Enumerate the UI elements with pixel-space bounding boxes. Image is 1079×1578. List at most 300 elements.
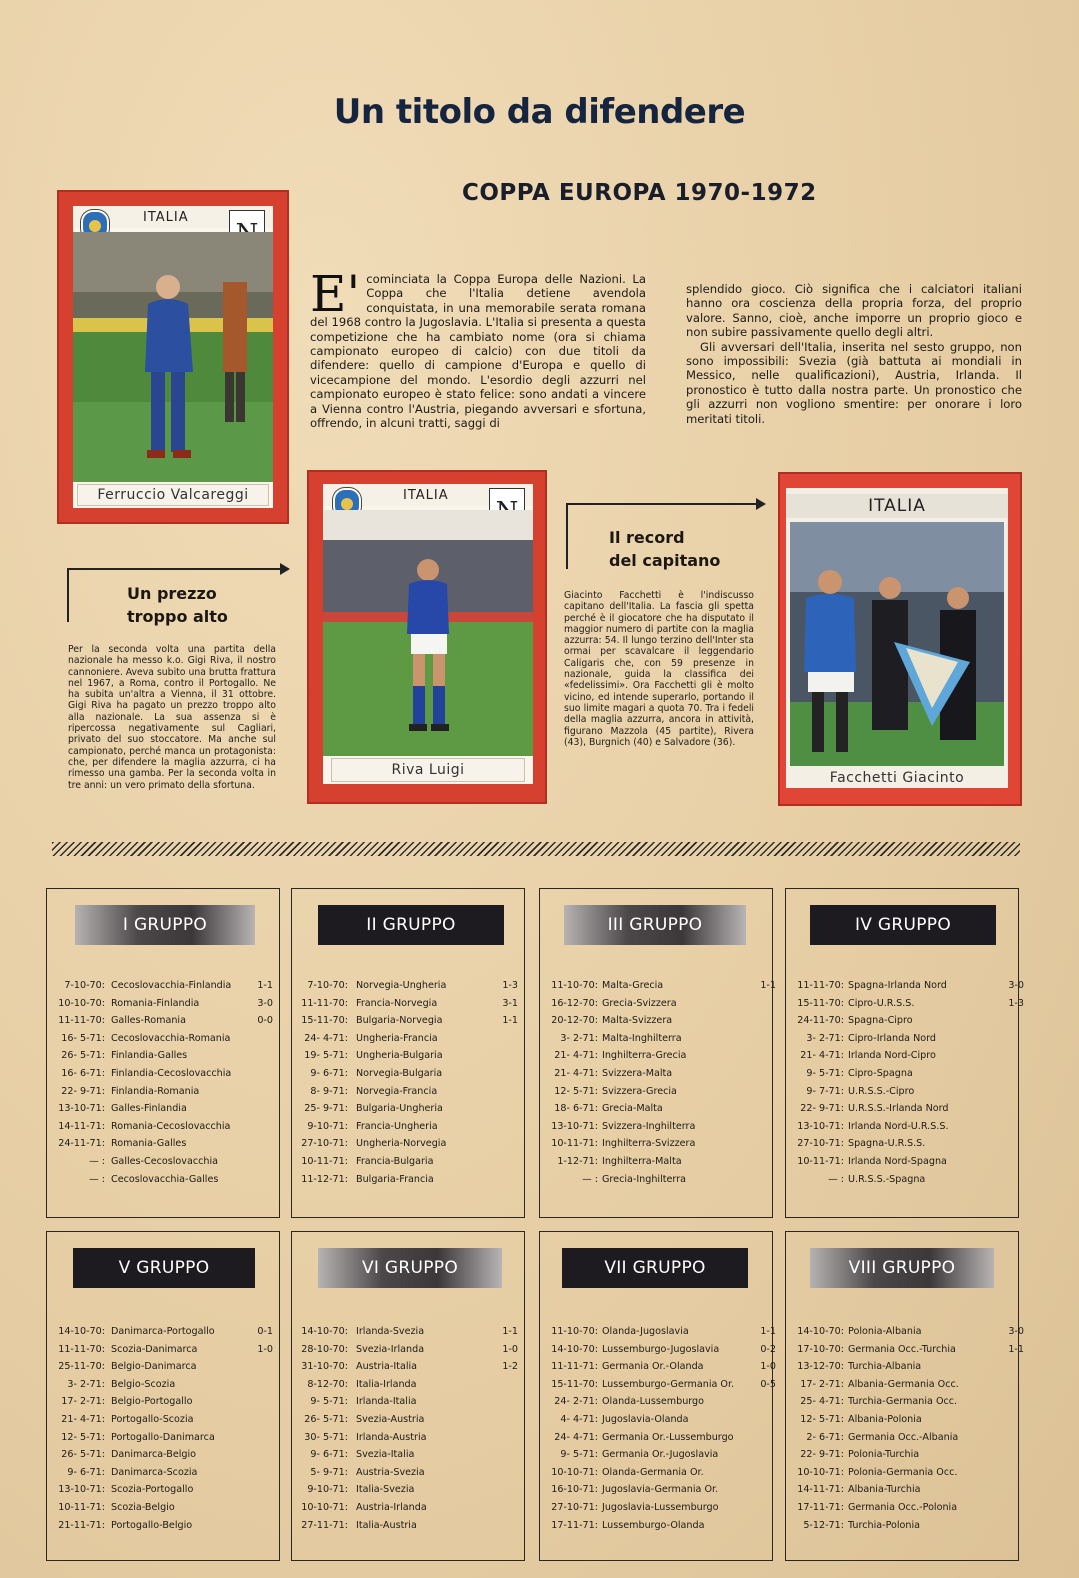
match-score: 1-2 — [502, 1361, 518, 1373]
match-teams: Cecoslovacchia-Galles — [111, 1173, 219, 1185]
match-teams: Cipro-Spagna — [848, 1068, 913, 1079]
group-box — [46, 1231, 280, 1561]
match-row — [540, 1068, 774, 1086]
match-date: 31-10-70: — [301, 1361, 348, 1373]
match-row — [540, 1086, 774, 1104]
match-date: 19- 5-71: — [304, 1050, 348, 1062]
match-row — [786, 1103, 1020, 1121]
match-teams: Spagna-Irlanda Nord — [848, 980, 947, 991]
match-teams: Jugoslavia-Olanda — [602, 1414, 689, 1425]
match-date: 14-11-71: — [58, 1120, 105, 1132]
match-date: 8- 9-71: — [310, 1085, 348, 1097]
match-date: 10-11-71: — [551, 1138, 598, 1150]
match-row — [786, 1015, 1020, 1033]
match-teams: Malta-Inghilterra — [602, 1032, 682, 1044]
match-teams: Germania Or.-Jugoslavia — [602, 1449, 719, 1461]
match-score: 0-5 — [760, 1378, 776, 1390]
match-row — [786, 1121, 1020, 1139]
match-date: 10-11-71: — [58, 1502, 105, 1513]
match-teams: Cipro-Irlanda Nord — [848, 1032, 937, 1044]
match-teams: Romania-Cecoslovacchia — [111, 1120, 231, 1132]
match-date: 24-11-71: — [58, 1138, 105, 1150]
box-text-record: Giacinto Facchetti è l'indiscusso capitano dell'Italia. La fascia gli spetta perché è il giocatore che ha disputato il maggior numero di partite con la maglia azzurra: 54. Il lungo terzino dell'Inter sta ormai per scavalcare il leggendario Caligaris che, con 59 presenze in nazionale, guida la classifica dei «fedelissimi». Ora Facchetti gli è molto vicino, ed intende superarlo, portando il suo limite magari a quota 70. Tra i fedeli della maglia azzurra, ancora in attività, figurano Mazzola (45 partite), Rivera (43), Burgnich (40) e Salvadore (36). — [564, 590, 754, 748]
match-teams: U.R.S.S.-Irlanda Nord — [848, 1103, 949, 1115]
match-row — [292, 1520, 526, 1538]
match-teams: Turchia-Polonia — [848, 1519, 921, 1531]
match-date: 26- 5-71: — [304, 1414, 348, 1425]
match-teams: Svizzera-Grecia — [602, 1085, 677, 1097]
match-row — [786, 1361, 1020, 1379]
match-date: 22- 9-71: — [61, 1085, 105, 1097]
match-teams: Italia-Svezia — [356, 1484, 415, 1496]
player-photo — [73, 232, 273, 482]
match-teams: Grecia-Inghilterra — [602, 1173, 687, 1185]
match-row — [540, 1396, 774, 1414]
match-teams: Portogallo-Scozia — [111, 1414, 194, 1425]
group-box — [539, 888, 776, 1218]
match-teams: Romania-Finlandia — [111, 997, 200, 1009]
match-date: — : — [89, 1156, 105, 1167]
match-date: 15-11-70: — [797, 997, 844, 1009]
match-row — [292, 1033, 526, 1051]
player-photo — [790, 522, 1004, 766]
match-row — [786, 1467, 1020, 1485]
match-row — [786, 1174, 1020, 1192]
match-teams: Polonia-Germania Occ. — [848, 1466, 958, 1478]
match-date: 28-10-70: — [301, 1343, 348, 1355]
match-date: 15-11-70: — [551, 1378, 598, 1390]
match-row — [786, 1050, 1020, 1068]
match-row — [47, 1502, 281, 1520]
match-teams: Cecoslovacchia-Finlandia — [111, 980, 232, 991]
match-teams: Cecoslovacchia-Romania — [111, 1032, 231, 1044]
match-row — [47, 1015, 281, 1033]
match-teams: Ungheria-Bulgaria — [356, 1050, 443, 1062]
match-row — [292, 1156, 526, 1174]
match-teams: U.R.S.S.-Cipro — [848, 1085, 915, 1097]
match-teams: Danimarca-Portogallo — [111, 1326, 215, 1337]
arrow-line — [566, 503, 756, 505]
match-teams: Olanda-Jugoslavia — [602, 1326, 689, 1337]
match-date: — : — [582, 1173, 598, 1185]
match-teams: Inghilterra-Grecia — [602, 1050, 687, 1062]
match-date: 10-10-70: — [58, 997, 105, 1009]
match-date: 22- 9-71: — [800, 1103, 844, 1115]
match-teams: Polonia-Albania — [848, 1326, 922, 1337]
article-column-1 — [310, 265, 646, 431]
match-row — [786, 1068, 1020, 1086]
article-column-2 — [686, 282, 1022, 426]
match-date: 13-10-71: — [58, 1484, 105, 1496]
match-row — [47, 1432, 281, 1450]
match-teams: Irlanda-Italia — [356, 1396, 417, 1408]
group-box — [46, 888, 280, 1218]
match-teams: Bulgaria-Ungheria — [356, 1103, 443, 1115]
match-date: 9- 5-71: — [806, 1068, 844, 1079]
match-teams: Romania-Galles — [111, 1138, 187, 1150]
match-date: 10-11-71: — [797, 1156, 844, 1167]
match-teams: Italia-Irlanda — [356, 1378, 417, 1390]
match-teams: Scozia-Danimarca — [111, 1343, 198, 1355]
match-date: 9- 6-71: — [310, 1449, 348, 1461]
match-row — [47, 1344, 281, 1362]
card-player-name: Ferruccio Valcareggi — [77, 484, 269, 506]
match-date: 21- 4-71: — [554, 1050, 598, 1062]
match-row — [292, 980, 526, 998]
match-teams: Grecia-Svizzera — [602, 997, 677, 1009]
valcareggi-photo-illustration — [73, 232, 273, 482]
match-row — [47, 1086, 281, 1104]
match-row — [292, 1344, 526, 1362]
match-row — [786, 1502, 1020, 1520]
match-date: 14-10-70: — [797, 1326, 844, 1337]
card-team-label: ITALIA — [143, 210, 189, 225]
match-row — [540, 1103, 774, 1121]
match-date: 9-10-71: — [307, 1484, 348, 1496]
article-body-3: Gli avversari dell'Italia, inserita nel sesto gruppo, non sono impossibili: Svezia (già battuta ai mondiali in Messico, nelle qualificazioni), Austria, Irlanda. Il pronostico è tutto dalla nostra parte. Un pronostico che gli azzurri non vogliono smentire: per onorare i loro meritati titoli. — [686, 339, 1022, 426]
match-date: 10-11-71: — [301, 1156, 348, 1167]
match-score: 1-1 — [502, 1326, 518, 1337]
match-row — [786, 997, 1024, 1016]
match-date: — : — [89, 1173, 105, 1185]
match-date: 15-11-70: — [301, 1015, 348, 1027]
match-teams: U.R.S.S.-Spagna — [848, 1173, 926, 1185]
match-row — [47, 1449, 281, 1467]
match-teams: Finlandia-Cecoslovacchia — [111, 1068, 232, 1079]
match-teams: Svizzera-Inghilterra — [602, 1120, 696, 1132]
match-date: 13-10-71: — [797, 1120, 844, 1132]
match-row — [540, 1432, 774, 1450]
box-text-prezzo: Per la seconda volta una partita della nazionale ha messo k.o. Gigi Riva, il nostro cannoniere. Aveva subito una brutta frattura nel 1967, a Roma, contro il Portogallo. Ne ha subita un'altra a Vienna, il 31 ottobre. Gigi Riva ha pagato un prezzo troppo alto alla nazionale. La sua assenza si è ripercossa negativamente sul Cagliari, privato del suo stoccatore. Ma anche sul campionato, perché manca un protagonista: che, per difendere la maglia azzurra, ci ha rimesso una gamba. Per la seconda volta in tre anni: un vero primato della sfortuna. — [68, 644, 276, 791]
match-teams: Grecia-Malta — [602, 1103, 663, 1115]
match-row — [786, 1414, 1020, 1432]
group-box — [291, 1231, 525, 1561]
box-title-line: troppo alto — [127, 607, 228, 626]
match-teams: Svezia-Irlanda — [356, 1343, 425, 1355]
box-title-prezzo — [127, 582, 228, 628]
match-date: 18- 6-71: — [554, 1103, 598, 1115]
match-score: 1-1 — [502, 1015, 518, 1027]
facchetti-photo-illustration — [790, 522, 1004, 766]
match-teams: Austria-Svezia — [356, 1466, 425, 1478]
match-teams: Inghilterra-Malta — [602, 1156, 682, 1167]
match-row — [540, 1326, 774, 1344]
match-teams: Malta-Grecia — [602, 980, 664, 991]
match-row — [292, 1086, 526, 1104]
match-row — [47, 1484, 281, 1502]
riva-photo-illustration — [323, 510, 533, 756]
match-row — [47, 1326, 281, 1344]
sticker-card-facchetti — [778, 472, 1022, 806]
match-teams: Irlanda Nord-U.R.S.S. — [848, 1120, 949, 1132]
box-title-line: Il record — [609, 528, 685, 547]
match-row — [292, 1015, 526, 1033]
match-teams: Germania Or.-Lussemburgo — [602, 1431, 734, 1443]
match-teams: Belgio-Scozia — [111, 1378, 176, 1390]
match-teams: Albania-Turchia — [848, 1484, 921, 1496]
match-date: 9- 6-71: — [67, 1466, 105, 1478]
match-row — [292, 1432, 526, 1450]
match-teams: Lussemburgo-Olanda — [602, 1519, 705, 1531]
match-date: 14-10-70: — [58, 1326, 105, 1337]
match-row — [540, 1414, 774, 1432]
card-team-label: ITALIA — [403, 488, 449, 503]
match-score: 3-0 — [1008, 1326, 1024, 1337]
page-title: Un titolo da difendere — [333, 92, 746, 132]
article-body-2: splendido gioco. Ciò significa che i calciatori italiani hanno ora coscienza della propria forza, del proprio valore. Sanno, cioè, anche imporre un proprio gioco e non subire passivamente quello degli altri. — [686, 282, 1022, 340]
box-title-record — [609, 526, 720, 572]
match-teams: Finlandia-Galles — [111, 1050, 188, 1062]
match-date: 3- 2-71: — [806, 1032, 844, 1044]
match-row — [292, 1103, 526, 1121]
match-teams: Belgio-Portogallo — [111, 1396, 193, 1408]
group-title: II GRUPPO — [318, 905, 504, 945]
match-score: 1-1 — [760, 980, 776, 991]
group-title: VIII GRUPPO — [810, 1248, 994, 1288]
group-box — [539, 1231, 776, 1561]
match-date: 14-10-70: — [301, 1326, 348, 1337]
match-row — [47, 1379, 281, 1397]
sticker-card-valcareggi — [57, 190, 289, 524]
match-date: 21- 4-71: — [800, 1050, 844, 1062]
match-row — [292, 1326, 526, 1344]
match-date: 16- 6-71: — [61, 1068, 105, 1079]
match-score: 3-0 — [1008, 980, 1024, 991]
match-date: 3- 2-71: — [67, 1378, 105, 1390]
match-date: 10-10-71: — [301, 1502, 348, 1513]
match-teams: Irlanda Nord-Spagna — [848, 1156, 947, 1167]
match-score: 0-2 — [760, 1343, 776, 1355]
striped-divider — [52, 842, 1020, 856]
match-teams: Danimarca-Scozia — [111, 1466, 198, 1478]
group-title: I GRUPPO — [75, 905, 255, 945]
match-teams: Francia-Ungheria — [356, 1120, 438, 1132]
match-date: 9- 7-71: — [806, 1085, 844, 1097]
match-teams: Svizzera-Malta — [602, 1068, 673, 1079]
match-row — [786, 980, 1024, 998]
match-row — [292, 1396, 526, 1414]
match-date: 7-10-70: — [64, 980, 105, 991]
match-teams: Turchia-Germania Occ. — [848, 1396, 958, 1408]
match-row — [47, 1033, 281, 1051]
card-player-name: Facchetti Giacinto — [792, 770, 1002, 786]
match-row — [540, 1520, 774, 1538]
match-row — [786, 1484, 1020, 1502]
group-title: V GRUPPO — [73, 1248, 255, 1288]
match-date: 21- 4-71: — [554, 1068, 598, 1079]
match-row — [292, 1174, 526, 1192]
match-date: 11-11-70: — [58, 1015, 105, 1027]
match-row — [540, 1502, 774, 1520]
match-row — [540, 1138, 774, 1156]
match-row — [540, 1033, 774, 1051]
match-date: 27-10-71: — [797, 1138, 844, 1150]
match-teams: Lussemburgo-Jugoslavia — [602, 1343, 720, 1355]
match-row — [540, 1379, 774, 1397]
match-date: 10-10-71: — [797, 1466, 844, 1478]
match-row — [47, 1361, 281, 1379]
arrow-line — [566, 503, 568, 569]
match-teams: Francia-Norvegia — [356, 997, 438, 1009]
match-date: 12- 5-71: — [800, 1414, 844, 1425]
match-row — [786, 1449, 1020, 1467]
match-date: 17-11-71: — [551, 1519, 598, 1531]
match-row — [292, 1121, 526, 1139]
match-date: 17- 2-71: — [61, 1396, 105, 1408]
page-subtitle: COPPA EUROPA 1970-1972 — [462, 180, 817, 206]
card-frame — [323, 484, 533, 784]
match-teams: Olanda-Germania Or. — [602, 1466, 704, 1478]
group-title: VII GRUPPO — [562, 1248, 748, 1288]
match-row — [786, 1432, 1020, 1450]
match-row — [47, 1138, 281, 1156]
match-teams: Ungheria-Francia — [356, 1032, 438, 1044]
match-date: 11-12-71: — [301, 1173, 348, 1185]
match-row — [292, 1449, 526, 1467]
match-row — [540, 1484, 774, 1502]
match-row — [786, 1033, 1020, 1051]
group-box — [291, 888, 525, 1218]
match-date: 21- 4-71: — [61, 1414, 105, 1425]
match-row — [47, 1050, 281, 1068]
match-date: 17-10-70: — [797, 1343, 844, 1355]
match-row — [292, 1467, 526, 1485]
match-teams: Portogallo-Danimarca — [111, 1431, 215, 1443]
match-date: 24- 2-71: — [554, 1396, 598, 1408]
match-teams: Bulgaria-Norvegia — [356, 1015, 443, 1027]
match-date: 16-12-70: — [551, 997, 598, 1009]
arrow-line — [67, 568, 281, 570]
match-teams: Bulgaria-Francia — [356, 1173, 434, 1185]
match-score: 1-3 — [502, 980, 518, 991]
match-teams: Danimarca-Belgio — [111, 1449, 197, 1461]
match-date: 11-11-70: — [58, 1343, 105, 1355]
match-teams: Germania Or.-Olanda — [602, 1361, 704, 1373]
match-teams: Scozia-Portogallo — [111, 1484, 194, 1496]
match-row — [292, 1050, 526, 1068]
group-title: III GRUPPO — [564, 905, 746, 945]
match-date: 22- 9-71: — [800, 1449, 844, 1461]
article-dropcap: E' — [310, 265, 361, 323]
match-row — [47, 1520, 281, 1538]
match-date: 14-10-70: — [551, 1343, 598, 1355]
match-date: 12- 5-71: — [61, 1431, 105, 1443]
match-teams: Spagna-Cipro — [848, 1015, 913, 1027]
match-row — [292, 1502, 526, 1520]
match-date: 9- 5-71: — [310, 1396, 348, 1408]
match-teams: Albania-Germania Occ. — [848, 1378, 959, 1390]
match-date: 7-10-70: — [307, 980, 348, 991]
match-date: 16-10-71: — [551, 1484, 598, 1496]
sticker-card-riva — [307, 470, 547, 804]
match-date: 16- 5-71: — [61, 1032, 105, 1044]
match-teams: Norvegia-Bulgaria — [356, 1068, 443, 1079]
match-row — [540, 1344, 774, 1362]
match-teams: Irlanda-Austria — [356, 1431, 427, 1443]
match-date: 13-10-71: — [551, 1120, 598, 1132]
match-score: 1-3 — [1008, 997, 1024, 1009]
match-date: — : — [828, 1173, 844, 1185]
match-row — [786, 1156, 1020, 1174]
match-score: 3-1 — [502, 997, 518, 1009]
match-date: 11-11-71: — [551, 1361, 598, 1373]
match-teams: Germania Occ.-Polonia — [848, 1502, 958, 1513]
arrow-right-icon — [756, 498, 766, 510]
match-row — [540, 1174, 774, 1192]
match-row — [47, 1174, 281, 1192]
box-title-line: Un prezzo — [127, 584, 217, 603]
match-teams: Austria-Italia — [356, 1361, 418, 1373]
arrow-line — [67, 568, 69, 622]
match-teams: Portogallo-Belgio — [111, 1519, 193, 1531]
match-row — [540, 1015, 774, 1033]
match-teams: Galles-Cecoslovacchia — [111, 1156, 219, 1167]
match-row — [540, 1156, 774, 1174]
match-teams: Olanda-Lussemburgo — [602, 1396, 705, 1408]
match-score: 1-0 — [760, 1361, 776, 1373]
match-date: 5- 9-71: — [310, 1466, 348, 1478]
match-teams: Galles-Finlandia — [111, 1103, 187, 1115]
match-teams: Francia-Bulgaria — [356, 1156, 434, 1167]
match-row — [292, 1379, 526, 1397]
match-teams: Austria-Irlanda — [356, 1502, 427, 1513]
match-date: 17- 2-71: — [800, 1378, 844, 1390]
group-title: VI GRUPPO — [318, 1248, 502, 1288]
match-date: 27-10-71: — [301, 1138, 348, 1150]
player-photo — [323, 510, 533, 756]
match-row — [786, 1379, 1020, 1397]
match-date: 8-12-70: — [307, 1378, 348, 1390]
article-body-1: cominciata la Coppa Europa delle Nazioni. La Coppa che l'Italia detiene avendola conquistata, in una memorabile serata romana del 1968 contro la Jugoslavia. L'Italia si presenta a questa competizione che ha cambiato nome (ora si chiama campionato europeo di calcio) con due titoli da difendere: quello di campione d'Europa e quello di vicecampione del mondo. L'esordio degli azzurri nel campionato europeo è stato felice: sono andati a vincere a Vienna contro l'Austria, piegando avversari e sfortuna, offrendo, in alcuni tratti, saggi di — [310, 272, 646, 431]
match-row — [786, 1326, 1024, 1344]
match-score: 1-1 — [760, 1326, 776, 1337]
match-teams: Finlandia-Romania — [111, 1085, 200, 1097]
match-row — [540, 1467, 774, 1485]
match-row — [540, 1050, 774, 1068]
match-date: 25-11-70: — [58, 1361, 105, 1373]
box-title-line: del capitano — [609, 551, 721, 570]
match-teams: Italia-Austria — [356, 1519, 417, 1531]
match-date: 26- 5-71: — [61, 1449, 105, 1461]
match-date: 9- 5-71: — [560, 1449, 598, 1461]
match-score: 1-0 — [502, 1343, 518, 1355]
match-date: 25- 9-71: — [304, 1103, 348, 1115]
card-frame — [73, 206, 273, 508]
match-row — [786, 1086, 1020, 1104]
match-teams: Irlanda Nord-Cipro — [848, 1050, 936, 1062]
match-score: 1-1 — [257, 980, 273, 991]
match-row — [292, 1361, 526, 1379]
match-teams: Germania Occ.-Albania — [848, 1431, 959, 1443]
match-score: 0-0 — [257, 1015, 273, 1027]
match-row — [47, 1467, 281, 1485]
match-row — [540, 980, 774, 998]
match-date: 11-10-70: — [551, 980, 598, 991]
match-row — [786, 1396, 1020, 1414]
match-row — [786, 1138, 1020, 1156]
match-teams: Cipro-U.R.S.S. — [848, 997, 915, 1009]
match-row — [540, 1449, 774, 1467]
match-date: 4- 4-71: — [560, 1414, 598, 1425]
match-teams: Lussemburgo-Germania Or. — [602, 1378, 735, 1390]
match-row — [47, 1156, 281, 1174]
group-title: IV GRUPPO — [810, 905, 996, 945]
card-frame — [786, 488, 1008, 788]
match-row — [292, 1138, 526, 1156]
match-row — [47, 1103, 281, 1121]
match-teams: Norvegia-Francia — [356, 1085, 438, 1097]
match-row — [292, 998, 526, 1016]
